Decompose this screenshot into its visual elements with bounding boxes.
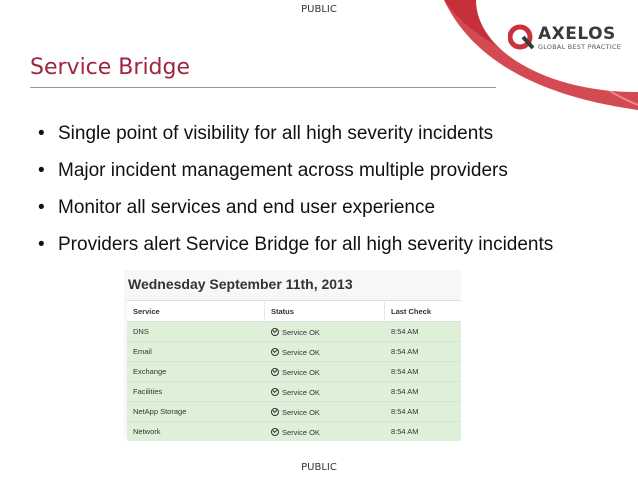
service-status [265,402,385,422]
bullet-dot-icon: • [38,197,45,218]
status-date-heading: Wednesday September 11th, 2013 [128,276,353,292]
check-circle-icon [271,328,279,336]
status-text: Service OK [282,367,320,377]
last-check-time: 8:54 AM [385,362,462,382]
service-name: Exchange [127,362,265,382]
last-check-time: 8:54 AM [385,342,462,362]
service-name: Email [127,342,265,362]
status-text: Service OK [282,387,320,397]
table-row [127,322,461,342]
service-status-panel [124,270,461,438]
check-circle-icon [271,388,279,396]
service-status [265,322,385,342]
status-text: Service OK [282,427,320,437]
service-status-table [127,300,461,441]
bullet-text: Major incident management across multiple providers [58,160,508,181]
last-check-time: 8:54 AM [385,322,462,342]
bullet-dot-icon: • [38,234,45,255]
bullet-dot-icon: • [38,123,45,144]
logo-wordmark: AXELOS [538,24,616,44]
service-status [265,382,385,402]
table-row [127,402,461,422]
last-check-time: 8:54 AM [385,422,462,442]
status-text: Service OK [282,407,320,417]
check-circle-icon [271,368,279,376]
column-header-last-check: Last Check [385,301,462,322]
axelos-logo-icon [508,24,534,50]
last-check-time: 8:54 AM [385,402,462,422]
bullet-dot-icon: • [38,160,45,181]
last-check-time: 8:54 AM [385,382,462,402]
bullet-text: Monitor all services and end user experience [58,197,436,218]
service-name: Facilities [127,382,265,402]
service-status [265,362,385,382]
bullet-list [38,123,553,271]
bullet-item [38,123,553,160]
bullet-item [38,160,553,197]
check-circle-icon [271,408,279,416]
service-status [265,422,385,442]
status-text: Service OK [282,347,320,357]
service-status [265,342,385,362]
check-circle-icon [271,348,279,356]
table-header-row [127,301,461,322]
table-row [127,422,461,442]
slide-title: Service Bridge [30,55,191,80]
service-name: DNS [127,322,265,342]
service-name: Network [127,422,265,442]
bullet-text: Providers alert Service Bridge for all high severity incidents [58,234,554,255]
column-header-status: Status [265,301,385,322]
column-header-service: Service [127,301,265,322]
table-row [127,342,461,362]
logo-tagline: GLOBAL BEST PRACTICE [538,43,622,51]
title-divider [30,87,496,88]
classification-label-top: PUBLIC [301,4,337,15]
table-row [127,362,461,382]
bullet-text: Single point of visibility for all high severity incidents [58,123,494,144]
bullet-item [38,197,553,234]
service-name: NetApp Storage [127,402,265,422]
bullet-item [38,234,553,271]
status-text: Service OK [282,327,320,337]
table-row [127,382,461,402]
check-circle-icon [271,428,279,436]
classification-label-bottom: PUBLIC [301,462,337,473]
